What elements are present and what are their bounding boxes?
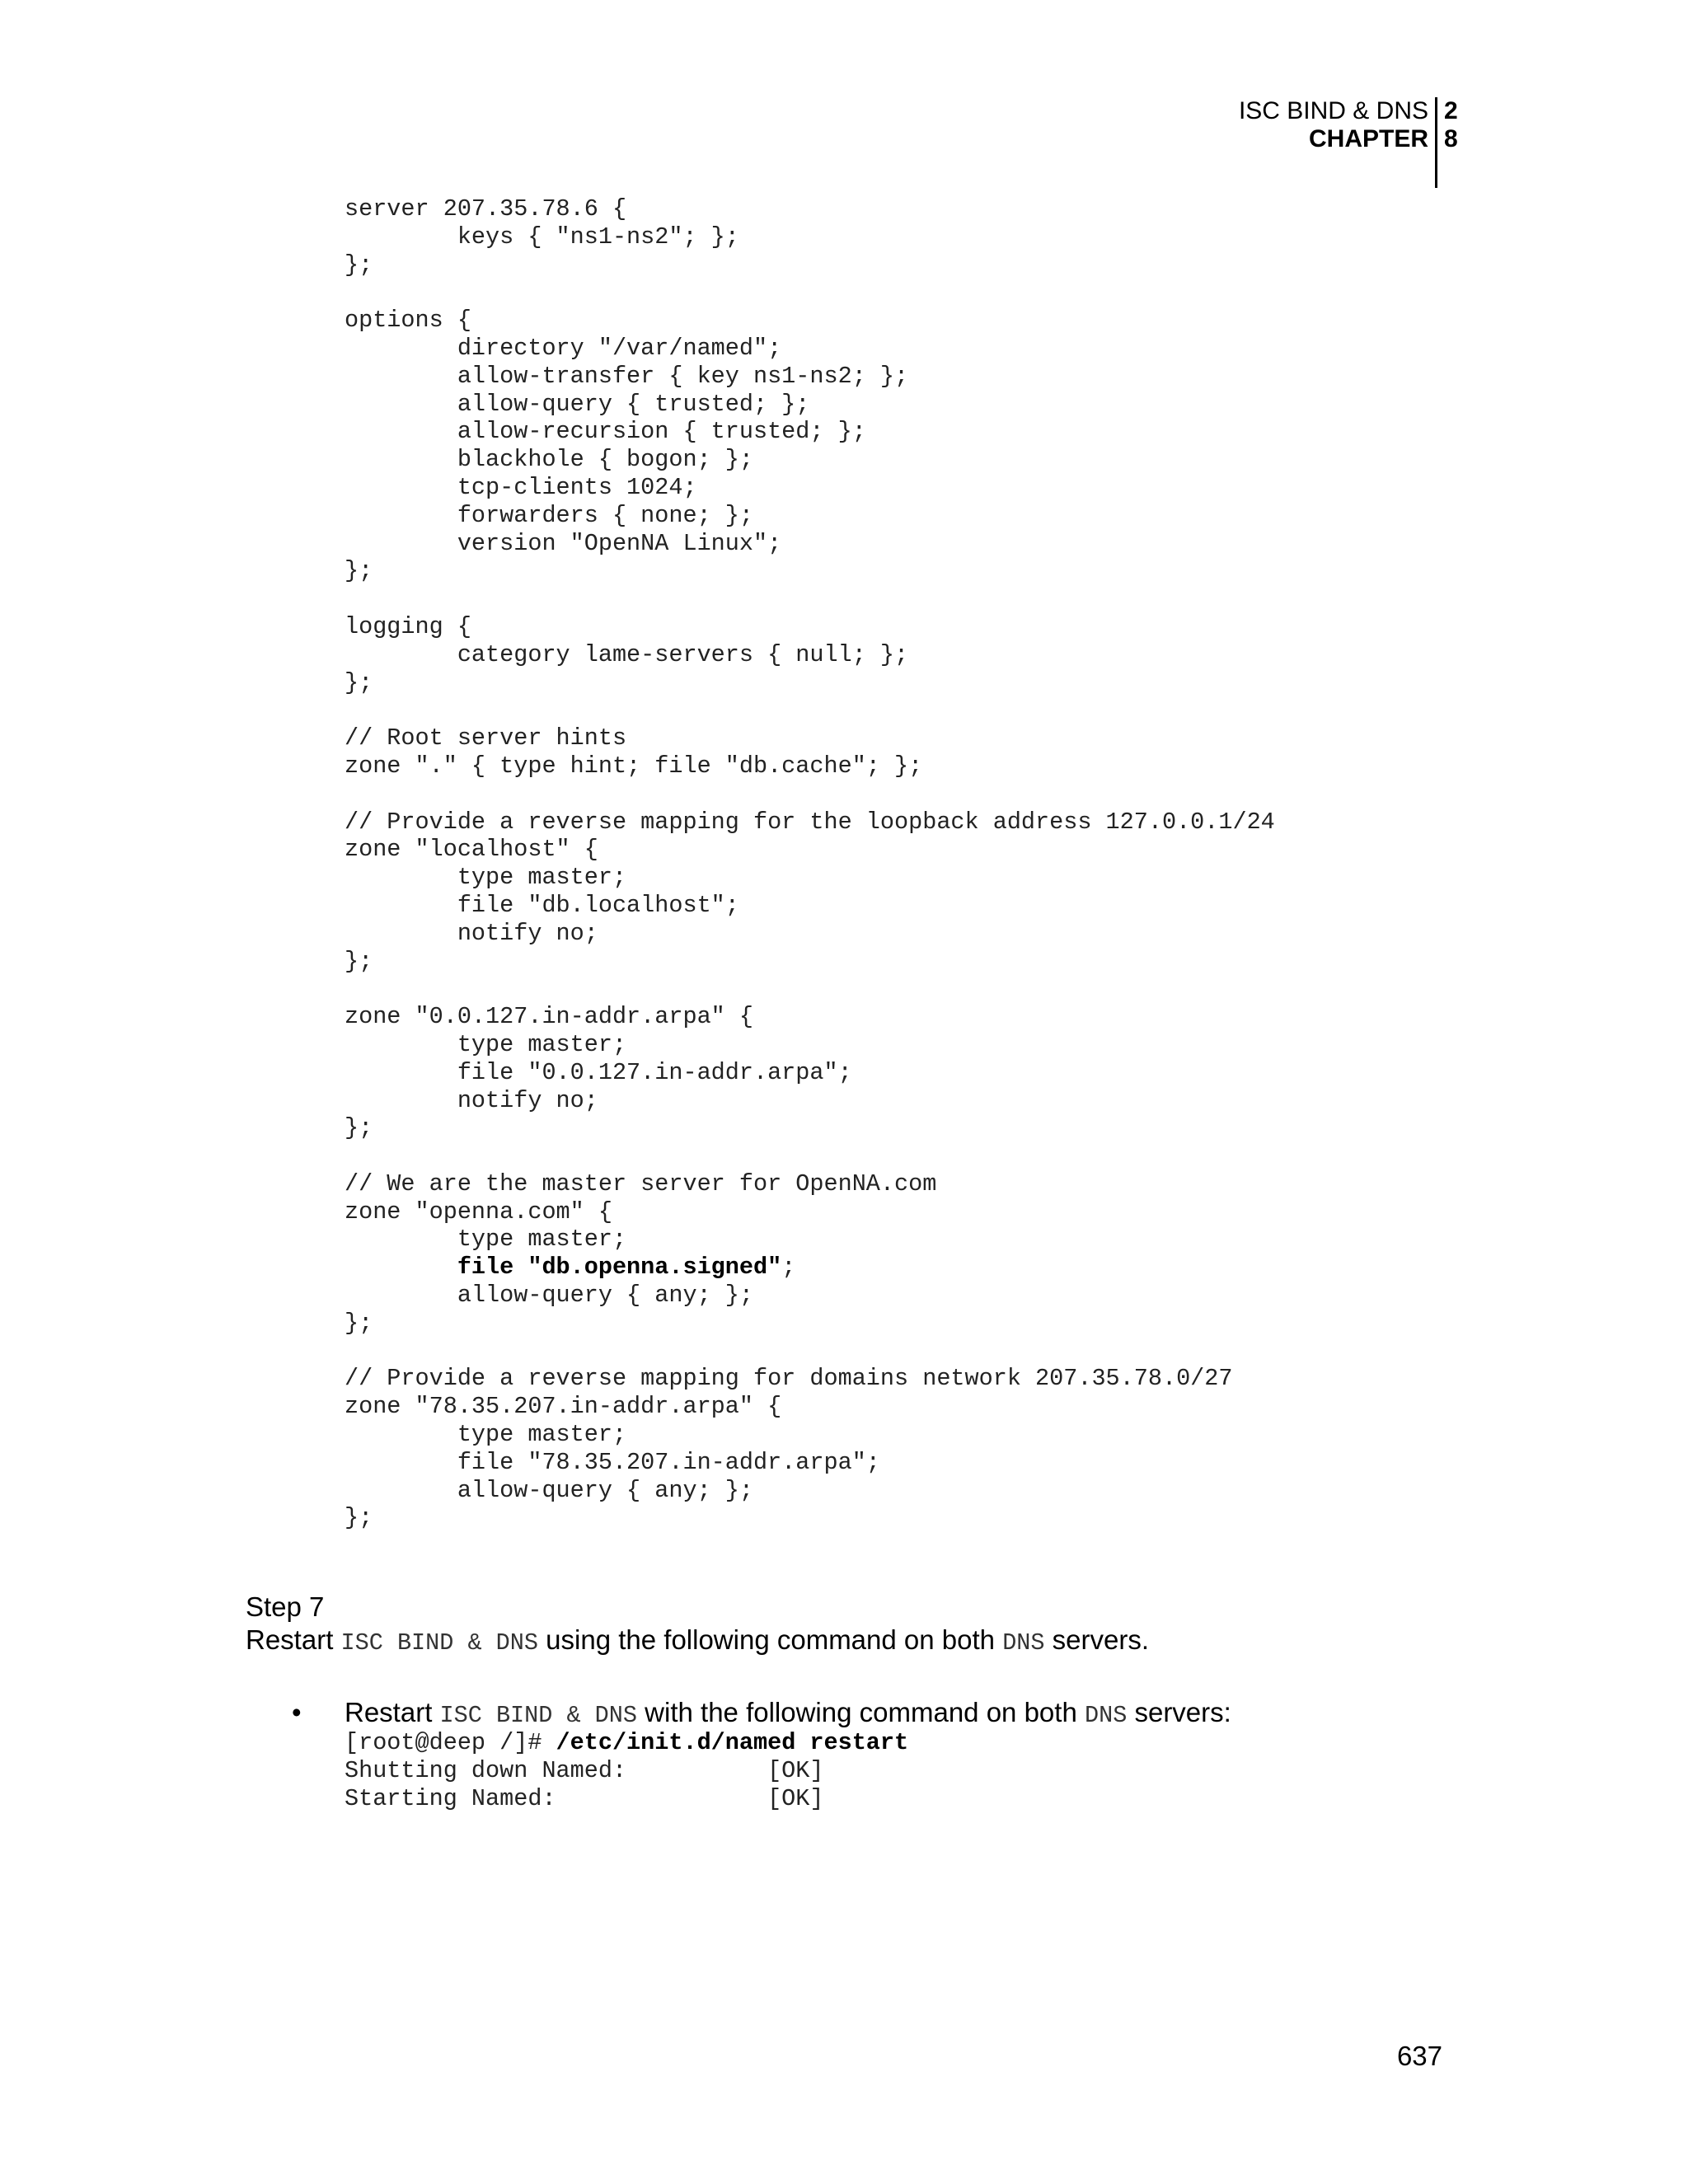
code-line: blackhole { bogon; }; [345,446,753,474]
code-line: allow-query { any; }; [345,1476,753,1504]
code-line: server 207.35.78.6 { [345,195,627,223]
code-line: directory "/var/named"; [345,334,782,362]
step-text-mono: ISC BIND & DNS [340,1629,538,1657]
code-line: }; [345,668,373,696]
step-title: Step 7 [246,1591,325,1622]
code-block [345,195,1275,1532]
page-header [1239,97,1461,153]
command-output-line: Shutting down Named: [OK] [345,1756,824,1784]
code-line: zone "0.0.127.in-addr.arpa" { [345,1003,753,1031]
code-line: zone "78.35.207.in-addr.arpa" { [345,1393,782,1421]
chapter-label: CHAPTER [1308,125,1428,152]
bullet-text-prefix: Restart [345,1697,440,1727]
page-number: 637 [1396,2041,1442,2071]
code-line: forwarders { none; }; [345,501,753,529]
code-line: allow-query { any; }; [345,1282,753,1310]
bullet-text-mono2: DNS [1084,1702,1128,1729]
code-line: type master; [345,1421,627,1449]
code-line: tcp-clients 1024; [345,473,697,501]
step-text-mono2: DNS [1002,1629,1045,1657]
code-line: notify no; [345,1086,598,1114]
bullet-icon: • [292,1697,302,1727]
chapter-number-bottom: 8 [1435,125,1461,153]
code-line: logging { [345,612,471,640]
code-line: version "OpenNA Linux"; [345,529,782,557]
code-line: }; [345,251,373,279]
code-line: file "db.openna.signed"; [457,1254,796,1282]
code-line: }; [345,947,373,975]
code-line: }; [345,1114,373,1142]
code-line: }; [345,1504,373,1532]
bullet-text-middle: with the following command on both [637,1697,1085,1727]
chapter-number-top: 2 [1435,97,1461,125]
command-text: /etc/init.d/named restart [556,1729,909,1756]
code-line: notify no; [345,919,598,947]
code-line: allow-recursion { trusted; }; [345,418,866,446]
code-line: type master; [345,1030,627,1058]
code-line: options { [345,307,471,335]
code-line: category lame-servers { null; }; [345,640,909,668]
code-line: file "db.localhost"; [345,891,739,919]
step-text-suffix: servers. [1044,1624,1150,1655]
code-line: // Provide a reverse mapping for domains network 207.35.78.0/27 [345,1365,1233,1393]
code-line: }; [345,1309,373,1337]
code-line: }; [345,557,373,585]
code-line: // Provide a reverse mapping for the loopback address 127.0.0.1/24 [345,808,1275,836]
code-line: file "0.0.127.in-addr.arpa"; [345,1058,852,1086]
code-line: // We are the master server for OpenNA.com [345,1169,937,1197]
code-line: zone "localhost" { [345,836,598,864]
code-line: zone "openna.com" { [345,1197,612,1226]
code-line: type master; [345,864,627,892]
header-title: ISC BIND & DNS [1238,97,1428,124]
step-text-prefix: Restart [246,1624,341,1655]
code-line: file "78.35.207.in-addr.arpa"; [345,1448,880,1476]
code-line: allow-query { trusted; }; [345,390,810,418]
bullet-text [345,1696,1231,1732]
step-section [246,1591,1149,1660]
command-prompt: [root@deep /]# [345,1729,556,1756]
command-output-line: Starting Named: [OK] [345,1784,824,1812]
command-block [345,1729,908,1812]
step-text-middle: using the following command on both [538,1624,1003,1655]
code-line: type master; [345,1226,627,1254]
bullet-text-suffix: servers: [1127,1697,1231,1727]
step-text [246,1624,1149,1660]
code-line: keys { "ns1-ns2"; }; [345,223,739,251]
code-line: allow-transfer { key ns1-ns2; }; [345,362,909,390]
code-line: zone "." { type hint; file "db.cache"; }; [345,752,923,780]
code-line: // Root server hints [345,724,627,752]
bullet-text-mono: ISC BIND & DNS [439,1702,637,1729]
header-rule [1435,153,1437,188]
